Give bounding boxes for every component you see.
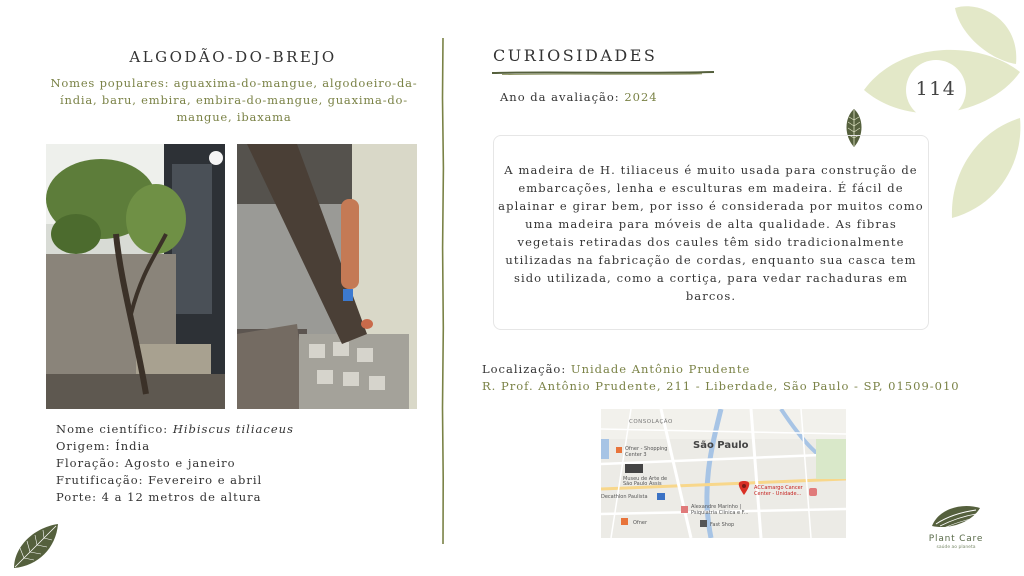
svg-text:Ofner - Shopping: Ofner - Shopping: [625, 446, 668, 452]
curiosity-text: A madeira de H. tiliaceus é muito usada para construção de embarcações, lenha e esculturas em madeira. É fácil de aplainar e girar bem, por isso é considerada por muitos como uma madeira para móveis de alta qualidade. As fibras vegetais retiradas dos caules têm sido tradicionalmente utilizadas na fabricação de cordas, enquanto sua casca tem sido utilizada, como a cortiça, para vedar rachaduras em barcos.: [498, 162, 924, 303]
popular-names: [36, 75, 432, 126]
size-row: Porte: 4 a 12 metros de altura: [56, 490, 262, 504]
location-block: Localização: Unidade Antônio Prudente R. Prof. Antônio Prudente, 211 - Liberdade, São Paulo - SP, 01509-010: [482, 362, 960, 393]
brand-name: Plant Care: [928, 534, 984, 544]
plant-care-logo-icon: [930, 502, 982, 530]
tree-photo-2: [237, 144, 417, 409]
brand-tagline: saúde ao planeta: [936, 545, 976, 550]
svg-text:Center - Unidade...: Center - Unidade...: [754, 491, 802, 497]
curiosity-card: [493, 135, 929, 330]
svg-text:São Paulo Assis: São Paulo Assis: [623, 481, 662, 487]
svg-text:Fast Shop: Fast Shop: [710, 522, 735, 528]
page-number: 114: [915, 78, 957, 100]
leaf-bottom-icon: [952, 118, 1021, 218]
svg-text:Museu de Arte de: Museu de Arte de: [623, 476, 668, 482]
address: R. Prof. Antônio Prudente, 211 - Liberdade, São Paulo - SP, 01509-010: [482, 379, 960, 393]
origin-row: Origem: Índia: [56, 439, 151, 453]
svg-text:Ofner: Ofner: [633, 520, 647, 526]
fruiting-row: Frutificação: Fevereiro e abril: [56, 473, 263, 487]
fruiting-value: Fevereiro e abril: [148, 473, 263, 487]
flowering-row: Floração: Agosto e janeiro: [56, 456, 236, 470]
scientific-name-row: Nome científico: Hibiscus tiliaceus: [56, 422, 294, 436]
origin-value: Índia: [115, 439, 151, 453]
evaluation-year: Ano da avaliação: 2024: [500, 90, 658, 104]
svg-text:Psiquiatria Clínica e F...: Psiquiatria Clínica e F...: [691, 510, 749, 516]
map-district-label: CONSOLAÇÃO: [629, 419, 673, 425]
popular-names-label: Nomes populares:: [50, 76, 170, 90]
svg-text:Alexandre Marinho |: Alexandre Marinho |: [691, 504, 742, 510]
flowering-value: Agosto e janeiro: [124, 456, 236, 470]
vertical-divider: [441, 38, 445, 544]
location-map[interactable]: [601, 409, 846, 538]
map-city-label: São Paulo: [693, 440, 749, 451]
size-value: 4 a 12 metros de altura: [101, 490, 262, 504]
svg-text:ACCamargo Cancer: ACCamargo Cancer: [754, 485, 803, 491]
tree-photo-1: [46, 144, 225, 409]
curiosities-title: CURIOSIDADES: [493, 46, 658, 65]
popular-names-value: aguaxima-do-mangue, algodoeiro-da-índia, baru, embira, embira-do-mangue, guaxima-do-mangue, ibaxama: [60, 76, 418, 124]
svg-text:Decathlon Paulista: Decathlon Paulista: [601, 494, 648, 500]
svg-text:Center 3: Center 3: [625, 452, 647, 458]
location-value: Unidade Antônio Prudente: [570, 362, 751, 376]
year-value: 2024: [624, 90, 658, 104]
plant-info: [56, 421, 294, 506]
decorative-leaf-bottom-left: [10, 522, 60, 570]
scientific-name: Hibiscus tiliaceus: [172, 422, 294, 436]
title-underline: [492, 69, 714, 77]
plant-title: ALGODÃO-DO-BREJO: [129, 48, 337, 66]
